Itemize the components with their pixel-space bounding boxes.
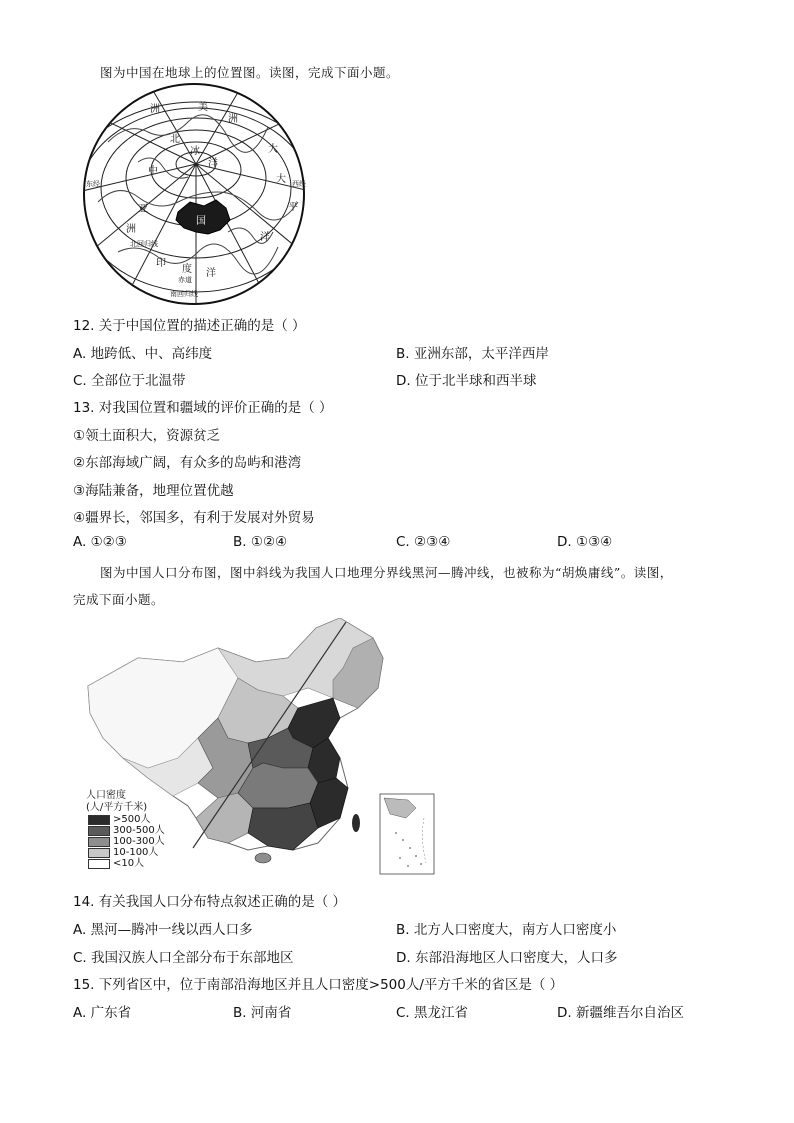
q12-option-d[interactable]: D. 位于北半球和西半球 (396, 373, 537, 389)
globe-label: 东经 (86, 180, 100, 188)
q15-stem: 15. 下列省区中，位于南部沿海地区并且人口密度>500人/平方千米的省区是（ ） (73, 977, 564, 993)
globe-label: 洋 (206, 268, 216, 279)
section1-intro: 图为中国在地球上的位置图。读图，完成下面小题。 (100, 65, 400, 80)
legend-item (88, 825, 165, 836)
globe-label: 大 (268, 144, 278, 155)
globe-label: 平 (288, 202, 298, 213)
legend-swatch (88, 837, 110, 847)
q13-statement-1: ①领土面积大，资源贫乏 (73, 428, 221, 444)
q12-option-c[interactable]: C. 全部位于北温带 (73, 373, 186, 389)
globe-label: 印 (156, 258, 166, 269)
q13-option-b[interactable]: B. ①②④ (233, 534, 288, 550)
legend-subtitle: (人/平方千米) (86, 802, 148, 813)
section2-intro-line1: 图为中国人口分布图，图中斜线为我国人口地理分界线黑河—腾冲线，也被称为“胡焕庸线”。读图， (100, 565, 673, 580)
legend-label: 100-300人 (113, 835, 165, 847)
q12-option-b[interactable]: B. 亚洲东部，太平洋西岸 (396, 346, 549, 362)
legend-title: 人口密度 (86, 790, 126, 801)
globe-label: 中 (148, 166, 158, 177)
globe-figure (78, 82, 314, 308)
legend-swatch (88, 826, 110, 836)
q13-option-a[interactable]: A. ①②③ (73, 534, 127, 550)
globe-label: 度 (182, 264, 192, 275)
q13-option-c[interactable]: C. ②③④ (396, 534, 451, 550)
q13-option-d[interactable]: D. ①③④ (557, 534, 613, 550)
globe-label: 国 (196, 216, 206, 227)
legend-item (88, 814, 165, 825)
globe-label: 洲 (126, 224, 136, 235)
q13-statement-2: ②东部海域广阔，有众多的岛屿和港湾 (73, 455, 302, 471)
legend-swatch (88, 815, 110, 825)
q14-option-a[interactable]: A. 黑河—腾冲一线以西人口多 (73, 922, 253, 938)
globe-label: 洲 (150, 104, 160, 115)
globe-label: 北回归线 (130, 240, 158, 248)
legend-label: >500人 (113, 813, 151, 825)
globe-label: 北 (170, 134, 180, 145)
legend-label: 10-100人 (113, 846, 159, 858)
q14-option-d[interactable]: D. 东部沿海地区人口密度大，人口多 (396, 950, 618, 966)
q15-option-c[interactable]: C. 黑龙江省 (396, 1005, 469, 1021)
legend-label: <10人 (113, 857, 145, 869)
section2-intro-line2: 完成下面小题。 (73, 592, 165, 607)
globe-label: 赤道 (178, 276, 192, 284)
q13-statement-4: ④疆界长，邻国多，有利于发展对外贸易 (73, 510, 315, 526)
q15-option-a[interactable]: A. 广东省 (73, 1005, 132, 1021)
q13-stem: 13. 对我国位置和疆域的评价正确的是（ ） (73, 400, 333, 416)
legend-swatch (88, 848, 110, 858)
legend-label: 300-500人 (113, 824, 165, 836)
globe-label: 冰 (190, 146, 200, 157)
legend-swatch (88, 859, 110, 869)
legend (88, 814, 165, 869)
q14-option-b[interactable]: B. 北方人口密度大，南方人口密度小 (396, 922, 617, 938)
q12-option-a[interactable]: A. 地跨低、中、高纬度 (73, 346, 213, 362)
globe-label: 洲 (228, 114, 238, 125)
globe-label: 南回归线 (170, 290, 198, 298)
q13-statement-3: ③海陆兼备，地理位置优越 (73, 483, 234, 499)
q14-stem: 14. 有关我国人口分布特点叙述正确的是（ ） (73, 894, 347, 910)
globe-label: 洋 (208, 158, 218, 169)
q14-option-c[interactable]: C. 我国汉族人口全部分布于东部地区 (73, 950, 294, 966)
legend-item (88, 858, 165, 869)
legend-item (88, 847, 165, 858)
globe-label: 洋 (260, 232, 270, 243)
legend-item (88, 836, 165, 847)
q12-stem: 12. 关于中国位置的描述正确的是（ ） (73, 318, 306, 334)
q15-option-b[interactable]: B. 河南省 (233, 1005, 292, 1021)
q15-option-d[interactable]: D. 新疆维吾尔自治区 (557, 1005, 684, 1021)
globe-label: 西经 (292, 180, 306, 188)
globe-label: 大 (276, 174, 286, 185)
globe-label: 亚 (138, 204, 148, 215)
globe-label: 美 (198, 102, 208, 113)
